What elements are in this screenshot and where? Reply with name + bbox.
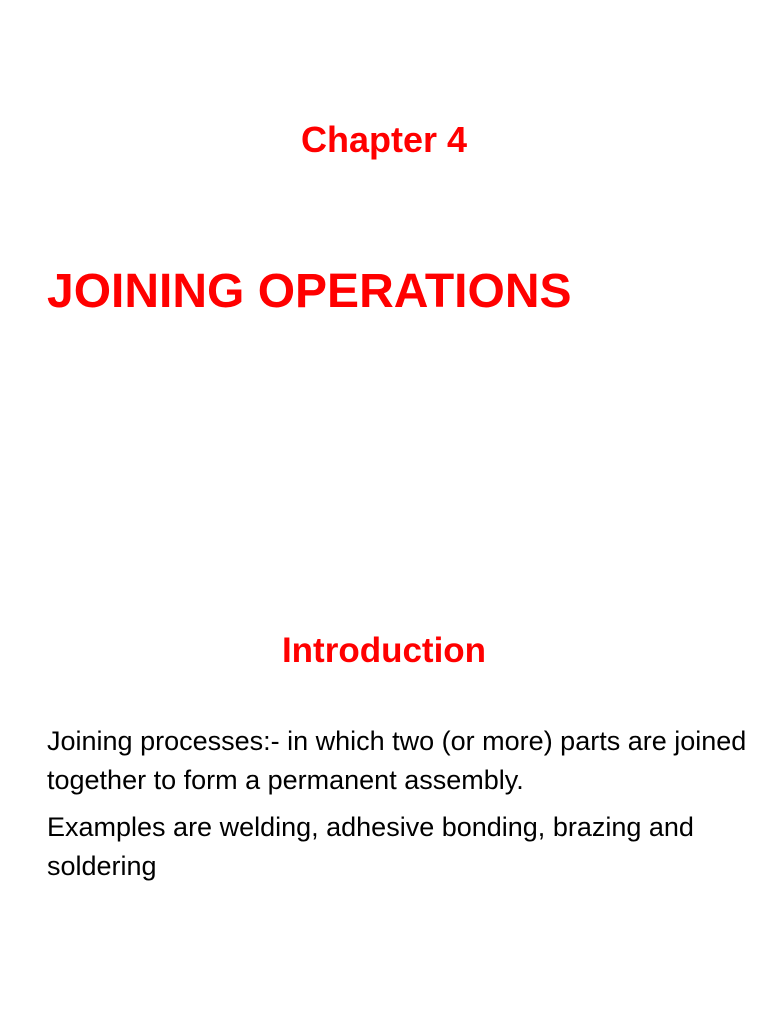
slide-title: JOINING OPERATIONS [47, 265, 572, 318]
paragraph-examples: Examples are welding, adhesive bonding, brazing and soldering [47, 812, 694, 881]
body-text [47, 722, 747, 894]
section-heading: Introduction [281, 631, 487, 670]
chapter-label: Chapter 4 [300, 119, 468, 160]
paragraph-definition: Joining processes:- in which two (or more) parts are joined together to form a permanent assembly. [47, 726, 747, 795]
